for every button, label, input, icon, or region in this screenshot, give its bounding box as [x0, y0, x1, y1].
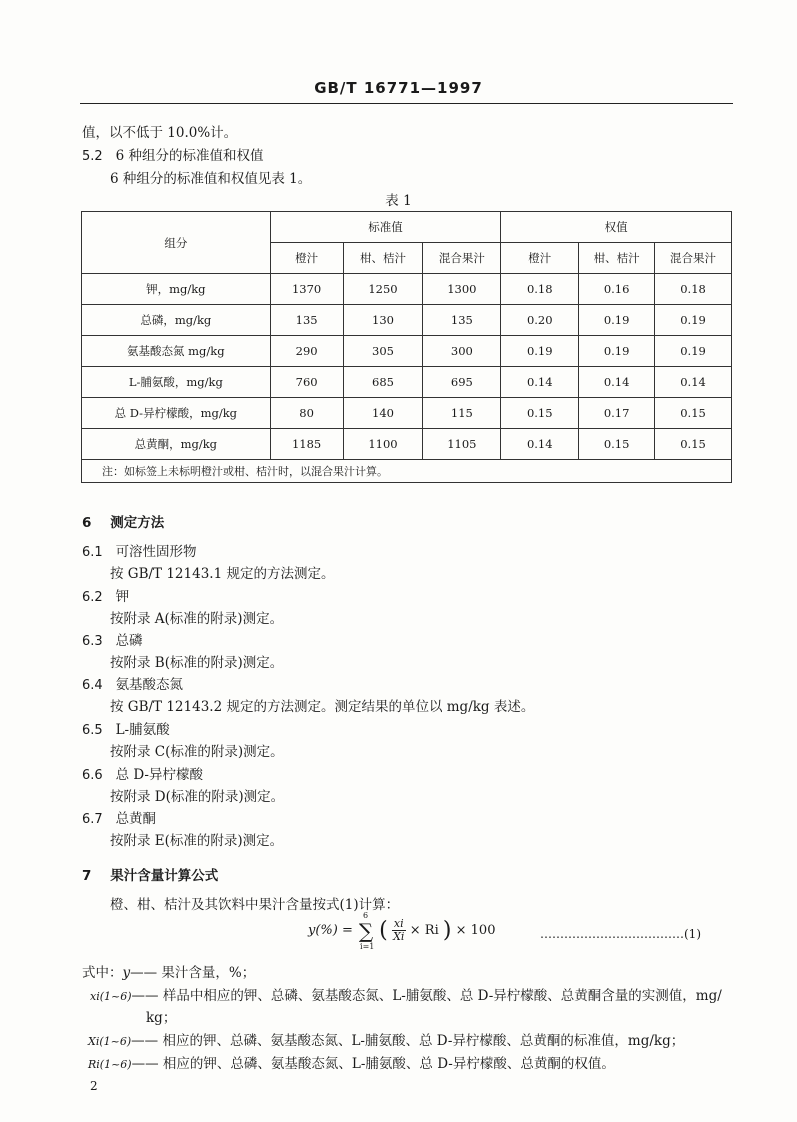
table-caption: 表 1 — [385, 193, 412, 209]
def-R — [88, 1052, 615, 1072]
def-symbol: Ri(1~6) — [88, 1058, 132, 1071]
table-cell: 0.15 — [579, 429, 655, 460]
table-row — [82, 274, 732, 305]
section-title: 果汁含量计算公式 — [110, 868, 219, 884]
fraction — [392, 918, 406, 943]
table-cell: 0.19 — [655, 336, 732, 367]
subsection-6-5-body: 按附录 C(标准的附录)测定。 — [110, 744, 284, 760]
table-cell: 0.20 — [501, 305, 579, 336]
def-x-continued: kg； — [146, 1010, 177, 1026]
section-5-2-body: 6 种组分的标准值和权值见表 1。 — [110, 171, 312, 187]
table-cell: 305 — [343, 336, 423, 367]
table-cell: 1185 — [270, 429, 343, 460]
table-cell: 0.14 — [501, 429, 579, 460]
subsection-6-4-heading: 6.4 氨基酸态氮 — [82, 677, 184, 693]
table-cell: 135 — [270, 305, 343, 336]
def-x — [90, 984, 722, 1004]
left-paren: ( — [379, 918, 388, 943]
page-header-title: GB/T 16771—1997 — [314, 79, 483, 97]
subsection-6-2-body: 按附录 A(标准的附录)测定。 — [110, 611, 284, 627]
section-5-2-heading — [82, 144, 263, 164]
table-cell: 130 — [343, 305, 423, 336]
table-cell: 760 — [270, 367, 343, 398]
row-label: 总 D-异柠檬酸，mg/kg — [82, 398, 271, 429]
subsection-6-1-heading: 6.1 可溶性固形物 — [82, 544, 197, 560]
table-cell: 0.17 — [579, 398, 655, 429]
def-text: —— 相应的钾、总磷、氨基酸态氮、L-脯氨酸、总 D-异柠檬酸、总黄酮的标准值，mg/kg； — [131, 1033, 685, 1049]
subheader-mandarin-std: 柑、桔汁 — [343, 243, 423, 274]
where-label: 式中： — [82, 965, 123, 981]
formula-intro: 橙、柑、桔汁及其饮料中果汁含量按式(1)计算： — [110, 897, 400, 913]
table-cell: 0.19 — [655, 305, 732, 336]
header-rule — [80, 103, 733, 104]
def-text: —— 样品中相应的钾、总磷、氨基酸态氮、L-脯氨酸、总 D-异柠檬酸、总黄酮含量的实测值，mg/ — [131, 988, 722, 1004]
formula-number-leader: ………………………………(1) — [540, 927, 701, 941]
table-cell: 685 — [343, 367, 423, 398]
table-cell: 695 — [423, 367, 501, 398]
subsection-6-5-heading: 6.5 L-脯氨酸 — [82, 722, 170, 738]
subheader-mandarin-weight: 柑、桔汁 — [579, 243, 655, 274]
table-cell: 290 — [270, 336, 343, 367]
subsection-6-6-heading: 6.6 总 D-异柠檬酸 — [82, 767, 203, 783]
def-X — [88, 1029, 684, 1049]
times-r: × Ri — [409, 923, 439, 938]
subsection-6-1-body: 按 GB/T 12143.1 规定的方法测定。 — [110, 566, 335, 582]
table-cell: 0.16 — [579, 274, 655, 305]
table-cell: 1300 — [423, 274, 501, 305]
subsection-6-3-body: 按附录 B(标准的附录)测定。 — [110, 655, 284, 671]
page-number: 2 — [90, 1079, 98, 1093]
table-row — [82, 336, 732, 367]
table-cell: 0.15 — [501, 398, 579, 429]
table-cell: 0.14 — [501, 367, 579, 398]
table-cell: 0.15 — [655, 429, 732, 460]
section-title: 6 种组分的标准值和权值 — [115, 148, 264, 164]
section-title: 测定方法 — [110, 515, 165, 531]
formula-lhs: y(%) = — [308, 923, 353, 938]
col-group-weight: 权值 — [501, 212, 732, 243]
times-100: × 100 — [455, 923, 496, 938]
subsection-6-2-heading: 6.2 钾 — [82, 589, 130, 605]
col-group-standard: 标准值 — [270, 212, 501, 243]
row-label: 总磷，mg/kg — [82, 305, 271, 336]
table-cell: 0.19 — [501, 336, 579, 367]
table-cell: 0.14 — [579, 367, 655, 398]
def-symbol: Xi(1~6) — [88, 1035, 132, 1048]
subheader-mixed-weight: 混合果汁 — [655, 243, 732, 274]
table-cell: 300 — [423, 336, 501, 367]
fraction-numerator: xi — [393, 917, 404, 930]
table-row — [82, 367, 732, 398]
subheader-mixed-std: 混合果汁 — [423, 243, 501, 274]
section-6-heading — [82, 511, 164, 531]
table-cell: 140 — [343, 398, 423, 429]
row-label: 总黄酮，mg/kg — [82, 429, 271, 460]
subsection-6-7-body: 按附录 E(标准的附录)测定。 — [110, 833, 284, 849]
section-number: 5.2 — [82, 149, 103, 164]
sum-symbol: ∑ 6 i=1 — [358, 910, 375, 951]
def-symbol: xi(1~6) — [90, 990, 132, 1003]
subsection-6-3-heading: 6.3 总磷 — [82, 633, 143, 649]
table-cell: 0.19 — [579, 336, 655, 367]
def-y — [82, 961, 255, 981]
table-cell: 80 — [270, 398, 343, 429]
fruit-juice-formula — [308, 910, 496, 951]
col-header-component: 组分 — [82, 212, 271, 274]
right-paren: ) — [442, 918, 452, 943]
section-number: 6 — [82, 515, 92, 531]
subheader-orange-std: 橙汁 — [270, 243, 343, 274]
subsection-6-4-body: 按 GB/T 12143.2 规定的方法测定。测定结果的单位以 mg/kg 表述。 — [110, 699, 535, 715]
table-cell: 0.19 — [579, 305, 655, 336]
section-number: 7 — [82, 868, 92, 884]
row-label: L-脯氨酸，mg/kg — [82, 367, 271, 398]
table-cell: 1250 — [343, 274, 423, 305]
table-cell: 0.18 — [655, 274, 732, 305]
standard-values-table — [81, 211, 732, 483]
row-label: 钾，mg/kg — [82, 274, 271, 305]
table-cell: 135 — [423, 305, 501, 336]
table-cell: 1100 — [343, 429, 423, 460]
table-cell: 1370 — [270, 274, 343, 305]
table-note: 注：如标签上未标明橙汁或柑、桔汁时，以混合果汁计算。 — [82, 460, 732, 483]
table-cell: 115 — [423, 398, 501, 429]
def-symbol: y — [122, 965, 131, 981]
table-row — [82, 429, 732, 460]
subheader-orange-weight: 橙汁 — [501, 243, 579, 274]
table-cell: 0.15 — [655, 398, 732, 429]
table-row — [82, 305, 732, 336]
table-cell: 0.18 — [501, 274, 579, 305]
table-row — [82, 398, 732, 429]
def-text: —— 果汁含量，%； — [130, 965, 256, 981]
table-cell: 0.14 — [655, 367, 732, 398]
def-text: —— 相应的钾、总磷、氨基酸态氮、L-脯氨酸、总 D-异柠檬酸、总黄酮的权值。 — [131, 1056, 615, 1072]
section-7-heading — [82, 864, 218, 884]
intro-line: 值，以不低于 10.0%计。 — [82, 125, 238, 141]
fraction-denominator: Xi — [393, 930, 405, 943]
subsection-6-6-body: 按附录 D(标准的附录)测定。 — [110, 789, 285, 805]
row-label: 氨基酸态氮 mg/kg — [82, 336, 271, 367]
table-cell: 1105 — [423, 429, 501, 460]
subsection-6-7-heading: 6.7 总黄酮 — [82, 811, 157, 827]
